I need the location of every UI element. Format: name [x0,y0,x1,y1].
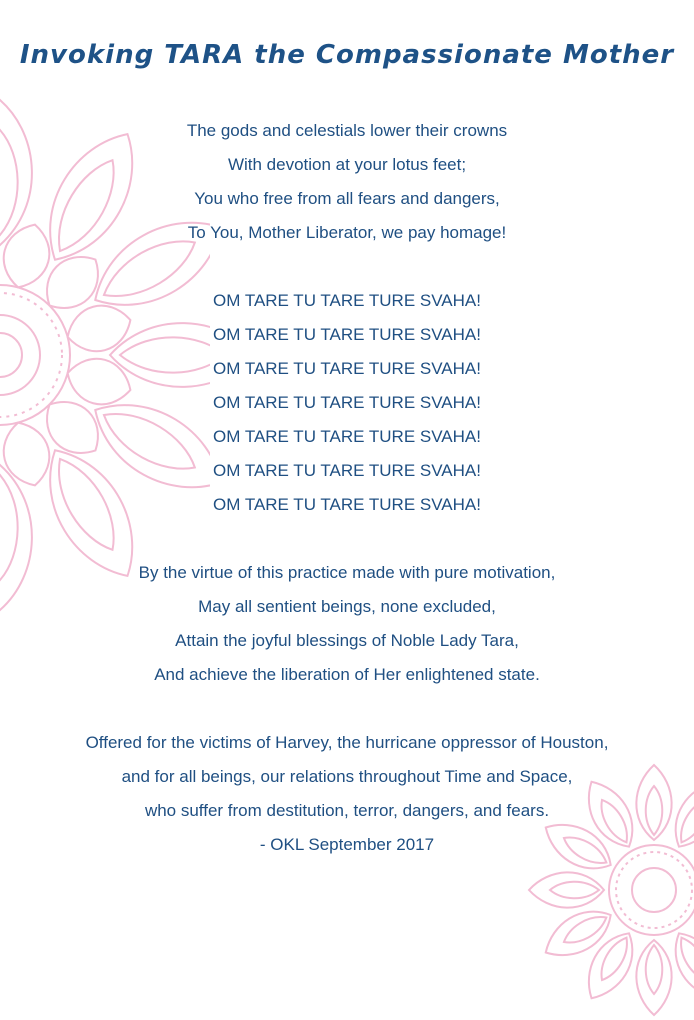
mantra-line: OM TARE TU TARE TURE SVAHA! [213,461,481,480]
mantra-line: OM TARE TU TARE TURE SVAHA! [213,325,481,344]
signature-block [0,828,694,862]
mantra-line: OM TARE TU TARE TURE SVAHA! [213,359,481,378]
dedication-line: And achieve the liberation of Her enlightened state. [154,665,540,684]
mantra-line: OM TARE TU TARE TURE SVAHA! [213,291,481,310]
offering-line: and for all beings, our relations throughout Time and Space, [121,767,573,786]
offering-line: who suffer from destitution, terror, dangers, and fears. [144,801,550,820]
verse-line: You who free from all fears and dangers, [194,189,500,208]
dedication-line: By the virtue of this practice made with pure motivation, [138,563,556,582]
offering-stanza [0,726,694,828]
verse-line: To You, Mother Liberator, we pay homage! [187,223,507,242]
offering-line: Offered for the victims of Harvey, the hurricane oppressor of Houston, [85,733,609,752]
verse-line: With devotion at your lotus feet; [227,155,467,174]
dedication-stanza [0,556,694,692]
signature-line: - OKL September 2017 [259,835,435,854]
mantra-line: OM TARE TU TARE TURE SVAHA! [213,427,481,446]
verse-stanza [0,114,694,250]
mantra-line: OM TARE TU TARE TURE SVAHA! [213,495,481,514]
dedication-line: May all sentient beings, none excluded, [198,597,496,616]
page-title: Invoking TARA the Compassionate Mother [19,40,675,70]
dedication-line: Attain the joyful blessings of Noble Lady Tara, [175,631,519,650]
verse-line: The gods and celestials lower their crowns [186,121,508,140]
mantra-line: OM TARE TU TARE TURE SVAHA! [213,393,481,412]
mantra-stanza [0,284,694,522]
